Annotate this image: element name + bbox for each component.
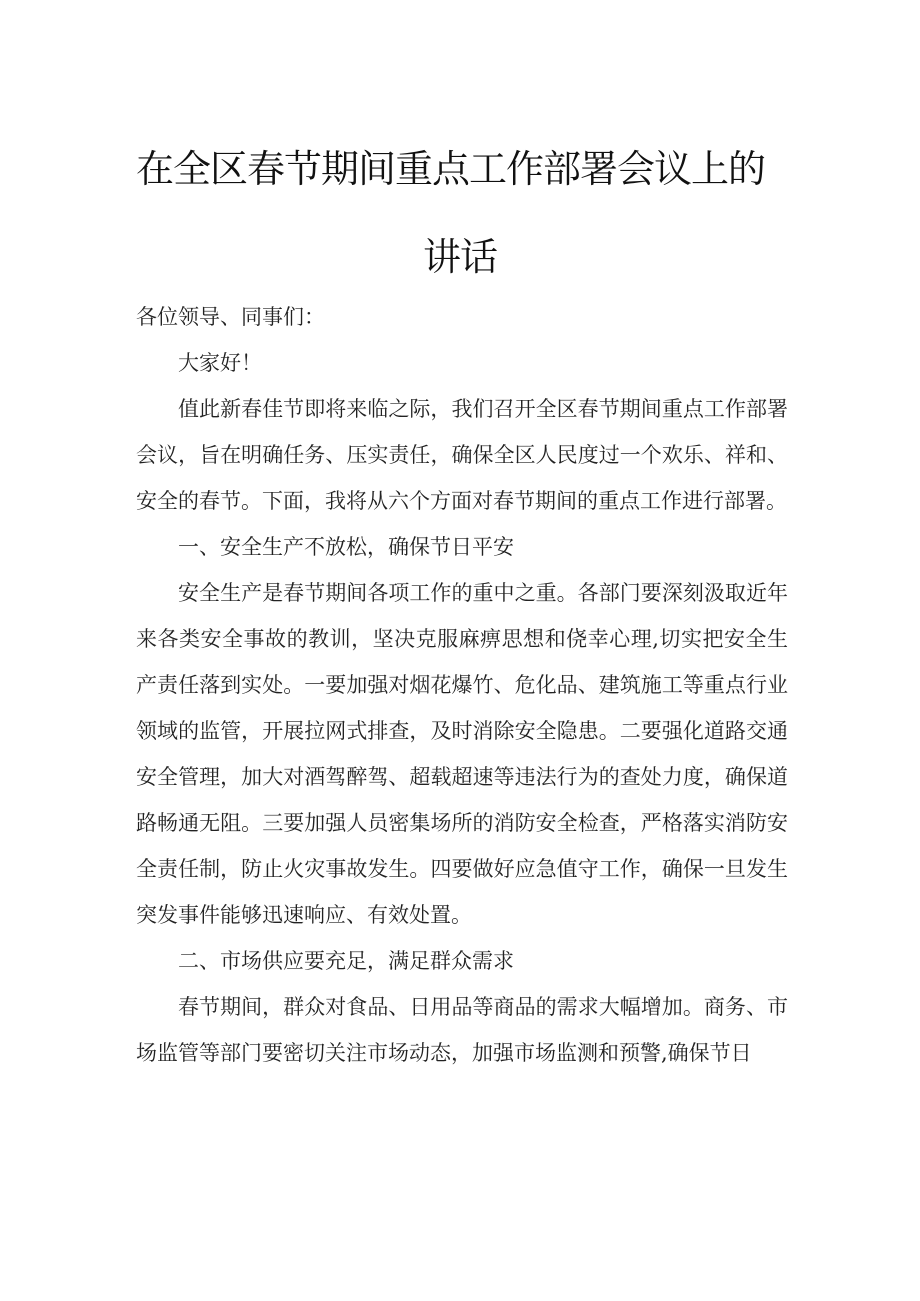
document-title-line-2: 讲话 xyxy=(422,235,497,279)
greeting: 大家好！ xyxy=(178,351,262,375)
paragraph-market: 春节期间，群众对食品、日用品等商品的需求大幅增加。商务、市场监管等部门要密切关注市场动态，加强市场监测和预警,确保节日 xyxy=(136,995,788,1065)
document-title-line-1: 在全区春节期间重点工作部署会议上的 xyxy=(136,147,766,191)
paragraph-intro: 值此新春佳节即将来临之际，我们召开全区春节期间重点工作部署会议，旨在明确任务、压实责任，确保全区人民度过一个欢乐、祥和、安全的春节。下面，我将从六个方面对春节期间的重点工作进行部署。 xyxy=(136,397,788,513)
salutation: 各位领导、同事们： xyxy=(136,305,325,329)
document-body xyxy=(136,294,788,1076)
section-heading-2: 二、市场供应要充足，满足群众需求 xyxy=(178,949,514,973)
paragraph-safety: 安全生产是春节期间各项工作的重中之重。各部门要深刻汲取近年来各类安全事故的教训，坚决克服麻痹思想和侥幸心理,切实把安全生产责任落到实处。一要加强对烟花爆竹、危化品、建筑施工等重点行业领域的监管，开展拉网式排查，及时消除安全隐患。二要强化道路交通安全管理，加大对酒驾醉驾、超载超速等违法行为的查处力度，确保道路畅通无阻。三要加强人员密集场所的消防安全检查，严格落实消防安全责任制，防止火灾事故发生。四要做好应急值守工作，确保一旦发生突发事件能够迅速响应、有效处置。 xyxy=(136,581,788,927)
section-heading-1: 一、安全生产不放松，确保节日平安 xyxy=(178,535,514,559)
